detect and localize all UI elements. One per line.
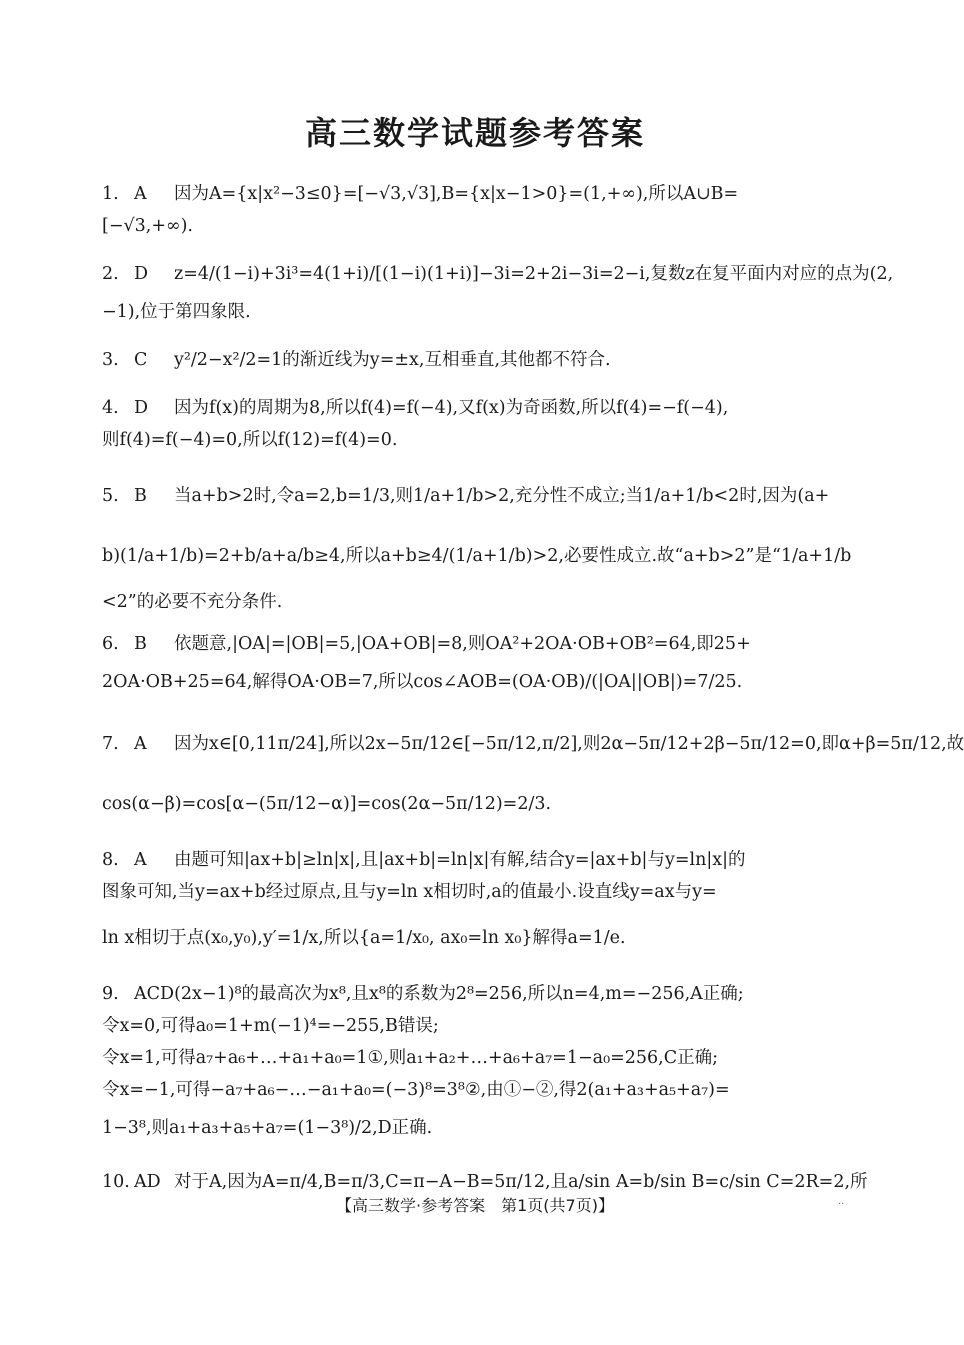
question-number: 2. [102, 264, 119, 284]
solution-line: ln x相切于点(x₀,y₀),y′=1/x,所以{a=1/x₀, ax₀=ln x₀}解得a=1/e. [102, 928, 626, 948]
answer-choice: B [134, 634, 147, 654]
solution-line: [−√3,+∞). [102, 216, 193, 236]
answer-item-8 [102, 844, 850, 968]
answer-item-9 [102, 978, 850, 1150]
answer-list [102, 178, 964, 1214]
solution-line: 由题可知|ax+b|≥ln|x|,且|ax+b|=ln|x|有解,结合y=|ax+b|与y=ln|x|的 [174, 850, 746, 870]
answer-item-6 [102, 628, 850, 704]
answer-choice: B [134, 486, 147, 506]
solution-line: 因为f(x)的周期为8,所以f(4)=f(−4),又f(x)为奇函数,所以f(4)=−f(−4), [174, 398, 729, 418]
question-number: 9. [102, 984, 119, 1004]
solution-line: −1),位于第四象限. [102, 302, 251, 322]
solution-line: 令x=−1,可得−a₇+a₆−…−a₁+a₀=(−3)⁸=3⁸②,由①−②,得2(a₁+a₃+a₅+a₇)= [102, 1080, 730, 1100]
solution-line: 依题意,|OA|=|OB|=5,|OA+OB|=8,则OA²+2OA·OB+OB²=64,即25+ [174, 634, 751, 654]
question-number: 6. [102, 634, 119, 654]
solution-line: 图象可知,当y=ax+b经过原点,且与y=ln x相切时,a的值最小.设直线y=ax与y= [102, 882, 717, 902]
answer-choice: D [134, 398, 149, 418]
corner-mark: ·· [838, 1199, 845, 1210]
solution-line: 令x=0,可得a₀=1+m(−1)⁴=−255,B错误; [102, 1016, 439, 1036]
solution-line: y²/2−x²/2=1的渐近线为y=±x,互相垂直,其他都不符合. [174, 350, 611, 370]
question-number: 1. [102, 184, 119, 204]
answer-choice: A [134, 184, 147, 204]
solution-line: 因为A={x|x²−3≤0}=[−√3,√3],B={x|x−1>0}=(1,+∞),所以A∪B= [174, 184, 739, 204]
question-number: 7. [102, 734, 119, 754]
solution-line: 因为x∈[0,11π/24],所以2x−5π/12∈[−5π/12,π/2],则2α−5π/12+2β−5π/12=0,即α+β=5π/12,故 [174, 734, 964, 754]
answer-item-7 [102, 714, 964, 834]
question-number: 10. [102, 1172, 130, 1192]
question-number: 5. [102, 486, 119, 506]
question-number: 4. [102, 398, 119, 418]
solution-line: cos(α−β)=cos[α−(5π/12−α)]=cos(2α−5π/12)=2/3. [102, 794, 552, 814]
solution-line: 1−3⁸,则a₁+a₃+a₅+a₇=(1−3⁸)/2,D正确. [102, 1118, 433, 1138]
question-number: 3. [102, 350, 119, 370]
question-number: 8. [102, 850, 119, 870]
solution-line: <2”的必要不充分条件. [102, 592, 283, 612]
answer-item-2 [102, 252, 894, 328]
page-title: 高三数学试题参考答案 [304, 114, 645, 152]
answer-choice: AD [134, 1172, 161, 1192]
solution-line: 令x=1,可得a₇+a₆+…+a₁+a₀=1①,则a₁+a₂+…+a₆+a₇=1−a₀=256,C正确; [102, 1048, 718, 1068]
solution-line: 则f(4)=f(−4)=0,所以f(12)=f(4)=0. [102, 430, 398, 450]
page-footer: 【高三数学·参考答案 第1页(共7页)】 [336, 1196, 614, 1215]
answer-choice: C [134, 350, 148, 370]
answer-choice: ACD [134, 984, 175, 1004]
answer-choice: D [134, 264, 149, 284]
solution-line: 2OA·OB+25=64,解得OA·OB=7,所以cos∠AOB=(OA·OB)/(|OA||OB|)=7/25. [102, 672, 743, 692]
solution-line: b)(1/a+1/b)=2+b/a+a/b≥4,所以a+b≥4/(1/a+1/b)>2,必要性成立.故“a+b>2”是“1/a+1/b [102, 546, 852, 566]
solution-line: 当a+b>2时,令a=2,b=1/3,则1/a+1/b>2,充分性不成立;当1/a+1/b<2时,因为(a+ [174, 486, 830, 506]
solution-line: z=4/(1−i)+3i³=4(1+i)/[(1−i)(1+i)]−3i=2+2i−3i=2−i,复数z在复平面内对应的点为(2, [174, 264, 894, 284]
answer-item-3 [102, 338, 850, 382]
solution-line: 对于A,因为A=π/4,B=π/3,C=π−A−B=5π/12,且a/sin A=b/sin B=c/sin C=2R=2,所 [174, 1172, 868, 1192]
solution-line: (2x−1)⁸的最高次为x⁸,且x⁸的系数为2⁸=256,所以n=4,m=−256,A正确; [174, 984, 744, 1004]
answer-item-1 [102, 178, 850, 242]
answer-item-5 [102, 466, 850, 618]
answer-choice: A [134, 734, 147, 754]
answer-choice: A [134, 850, 147, 870]
answer-item-4 [102, 392, 850, 456]
